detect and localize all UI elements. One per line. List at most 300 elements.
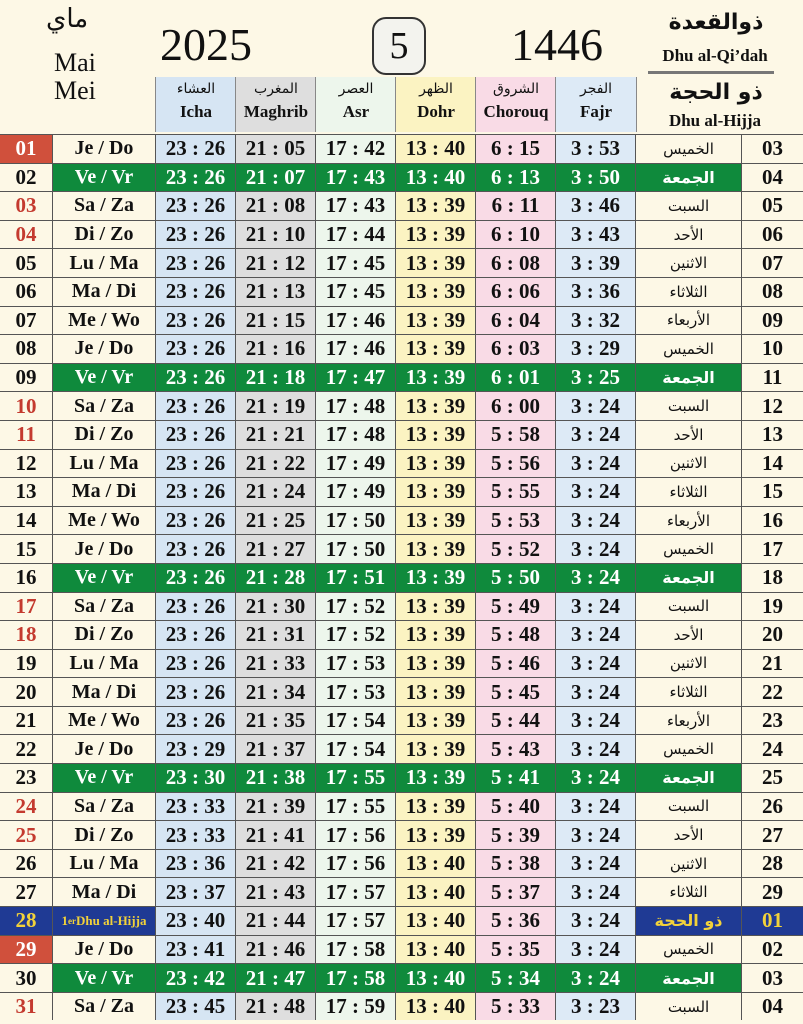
maghrib-time: 21 : 12: [235, 249, 315, 277]
weekday-label: Ve / Vr: [52, 564, 155, 592]
greg-day-number: 02: [15, 164, 37, 189]
table-row: [0, 306, 803, 335]
dohr-time: 13 : 39: [395, 192, 475, 220]
dohr-time: 13 : 39: [395, 364, 475, 392]
maghrib-time: 21 : 05: [235, 135, 315, 163]
fajr-time: 3 : 24: [555, 450, 635, 478]
table-row: [0, 849, 803, 878]
icha-time: 23 : 26: [155, 249, 235, 277]
weekday-arabic: السبت: [635, 593, 741, 621]
table-row: [0, 191, 803, 220]
fajr-time: 3 : 24: [555, 707, 635, 735]
greg-year: 2025: [160, 19, 252, 70]
greg-day-number: 12: [15, 450, 37, 475]
maghrib-time: 21 : 37: [235, 735, 315, 763]
icha-time: 23 : 26: [155, 593, 235, 621]
weekday-label: Lu / Ma: [52, 650, 155, 678]
fajr-time: 3 : 24: [555, 793, 635, 821]
col-head-en: Asr: [342, 102, 370, 121]
maghrib-time: 21 : 43: [235, 878, 315, 906]
fajr-time: 3 : 50: [555, 164, 635, 192]
col-head-en: Dohr: [417, 102, 455, 121]
asr-time: 17 : 58: [315, 964, 395, 992]
greg-day-number: 11: [16, 422, 36, 447]
greg-day-number: 21: [15, 708, 37, 733]
weekday-arabic: الخميس: [635, 135, 741, 163]
hijri-day-number: 27: [741, 821, 803, 849]
greg-month-arabic: ماي: [46, 4, 89, 34]
weekday-arabic: الأربعاء: [635, 707, 741, 735]
fajr-time: 3 : 43: [555, 221, 635, 249]
greg-day-number: 25: [15, 822, 37, 847]
weekday-label: [52, 907, 155, 935]
dohr-time: 13 : 39: [395, 678, 475, 706]
weekday-label: Di / Zo: [52, 221, 155, 249]
greg-day-number: 10: [15, 393, 37, 418]
asr-time: 17 : 50: [315, 507, 395, 535]
maghrib-time: 21 : 41: [235, 821, 315, 849]
weekday-label: Je / Do: [52, 535, 155, 563]
month-number-badge: 5: [372, 17, 426, 75]
asr-time: 17 : 50: [315, 535, 395, 563]
weekday-arabic: الأحد: [635, 821, 741, 849]
hijri-day-number: 28: [741, 850, 803, 878]
hijri-day-number: 06: [741, 221, 803, 249]
col-head-ar: العشاء: [176, 81, 216, 97]
col-head-dohr: [395, 77, 476, 132]
table-row: [0, 534, 803, 563]
hijri-month1-arabic: ذوالقعدة: [668, 10, 764, 35]
weekday-label: Je / Do: [52, 936, 155, 964]
weekday-arabic: الاثنين: [635, 249, 741, 277]
weekday-label: Ma / Di: [52, 278, 155, 306]
asr-time: 17 : 57: [315, 907, 395, 935]
fajr-time: 3 : 24: [555, 564, 635, 592]
asr-time: 17 : 54: [315, 735, 395, 763]
chorouq-time: 5 : 39: [475, 821, 555, 849]
weekday-label: Je / Do: [52, 135, 155, 163]
hijri-day-number: 22: [741, 678, 803, 706]
weekday-label: Me / Wo: [52, 707, 155, 735]
chorouq-time: 5 : 56: [475, 450, 555, 478]
table-row: [0, 906, 803, 935]
table-row: [0, 163, 803, 192]
table-row: [0, 334, 803, 363]
col-head-ar: الفجر: [580, 81, 612, 97]
fajr-time: 3 : 24: [555, 392, 635, 420]
hijri-year: 1446: [511, 19, 603, 70]
dohr-time: 13 : 39: [395, 307, 475, 335]
greg-day-number: 05: [15, 250, 37, 275]
fajr-time: 3 : 29: [555, 335, 635, 363]
weekday-arabic: الخميس: [635, 535, 741, 563]
table-row: [0, 649, 803, 678]
chorouq-time: 6 : 00: [475, 392, 555, 420]
asr-time: 17 : 49: [315, 450, 395, 478]
maghrib-time: 21 : 28: [235, 564, 315, 592]
hijri-day-number: 24: [741, 735, 803, 763]
hijri-day-number: 12: [741, 392, 803, 420]
chorouq-time: 6 : 06: [475, 278, 555, 306]
hijri-day-number: 07: [741, 249, 803, 277]
col-head-ar: الظهر: [419, 81, 453, 97]
icha-time: 23 : 26: [155, 621, 235, 649]
weekday-label: Lu / Ma: [52, 850, 155, 878]
weekday-label: Lu / Ma: [52, 450, 155, 478]
fajr-time: 3 : 39: [555, 249, 635, 277]
hijja-start-number: 1: [61, 912, 69, 928]
icha-time: 23 : 40: [155, 907, 235, 935]
chorouq-time: 5 : 36: [475, 907, 555, 935]
hijri-day-number: 04: [741, 993, 803, 1021]
col-head-en: Chorouq: [483, 102, 549, 121]
greg-day-number: 09: [15, 365, 37, 390]
icha-time: 23 : 26: [155, 678, 235, 706]
greg-day-number: 20: [15, 679, 37, 704]
dohr-time: 13 : 39: [395, 821, 475, 849]
icha-time: 23 : 45: [155, 993, 235, 1021]
weekday-label: Sa / Za: [52, 192, 155, 220]
dohr-time: 13 : 40: [395, 993, 475, 1021]
weekday-arabic: الأربعاء: [635, 507, 741, 535]
greg-day-number: 23: [15, 765, 37, 790]
fajr-time: 3 : 24: [555, 764, 635, 792]
weekday-label: Di / Zo: [52, 821, 155, 849]
col-head-en: Icha: [179, 102, 213, 121]
fajr-time: 3 : 24: [555, 678, 635, 706]
weekday-arabic: الاثنين: [635, 450, 741, 478]
icha-time: 23 : 26: [155, 164, 235, 192]
asr-time: 17 : 57: [315, 878, 395, 906]
maghrib-time: 21 : 34: [235, 678, 315, 706]
table-row: [0, 935, 803, 964]
greg-day-number: 07: [15, 307, 37, 332]
icha-time: 23 : 26: [155, 335, 235, 363]
table-row: [0, 506, 803, 535]
fajr-time: 3 : 36: [555, 278, 635, 306]
weekday-arabic: الجمعة: [635, 564, 741, 592]
greg-day-number: 16: [15, 565, 37, 590]
table-row: [0, 792, 803, 821]
icha-time: 23 : 36: [155, 850, 235, 878]
table-row: [0, 963, 803, 992]
chorouq-time: 5 : 55: [475, 478, 555, 506]
maghrib-time: 21 : 19: [235, 392, 315, 420]
chorouq-time: 5 : 44: [475, 707, 555, 735]
table-row: [0, 391, 803, 420]
hijri-day-number: 08: [741, 278, 803, 306]
weekday-arabic: الجمعة: [635, 964, 741, 992]
greg-day-number: 30: [15, 965, 37, 990]
dohr-time: 13 : 40: [395, 164, 475, 192]
hijri-day-number: 14: [741, 450, 803, 478]
maghrib-time: 21 : 42: [235, 850, 315, 878]
table-row: [0, 706, 803, 735]
maghrib-time: 21 : 18: [235, 364, 315, 392]
asr-time: 17 : 45: [315, 249, 395, 277]
dohr-time: 13 : 40: [395, 135, 475, 163]
icha-time: 23 : 26: [155, 478, 235, 506]
dohr-time: 13 : 39: [395, 535, 475, 563]
hijri-day-number: 03: [741, 135, 803, 163]
asr-time: 17 : 49: [315, 478, 395, 506]
weekday-arabic: الخميس: [635, 335, 741, 363]
table-row: [0, 363, 803, 392]
greg-day-number: 03: [15, 193, 37, 218]
icha-time: 23 : 26: [155, 650, 235, 678]
asr-time: 17 : 52: [315, 621, 395, 649]
chorouq-time: 5 : 37: [475, 878, 555, 906]
hijri-day-number: 13: [741, 421, 803, 449]
maghrib-time: 21 : 15: [235, 307, 315, 335]
table-row: [0, 620, 803, 649]
maghrib-time: 21 : 22: [235, 450, 315, 478]
hijri-day-number: 26: [741, 793, 803, 821]
table-row: [0, 677, 803, 706]
dohr-time: 13 : 40: [395, 850, 475, 878]
icha-time: 23 : 26: [155, 564, 235, 592]
dohr-time: 13 : 39: [395, 278, 475, 306]
dohr-time: 13 : 39: [395, 249, 475, 277]
icha-time: 23 : 41: [155, 936, 235, 964]
asr-time: 17 : 47: [315, 364, 395, 392]
icha-time: 23 : 26: [155, 192, 235, 220]
weekday-label: Ve / Vr: [52, 964, 155, 992]
table-row: [0, 248, 803, 277]
chorouq-time: 5 : 34: [475, 964, 555, 992]
asr-time: 17 : 46: [315, 307, 395, 335]
col-head-ar: الشروق: [493, 81, 539, 97]
dohr-time: 13 : 39: [395, 450, 475, 478]
chorouq-time: 6 : 10: [475, 221, 555, 249]
chorouq-time: 6 : 08: [475, 249, 555, 277]
fajr-time: 3 : 24: [555, 535, 635, 563]
chorouq-time: 5 : 48: [475, 621, 555, 649]
fajr-time: 3 : 24: [555, 850, 635, 878]
maghrib-time: 21 : 47: [235, 964, 315, 992]
maghrib-time: 21 : 10: [235, 221, 315, 249]
col-head-asr: [315, 77, 396, 132]
asr-time: 17 : 56: [315, 850, 395, 878]
hijri-day-number: 11: [741, 364, 803, 392]
hijri-day-number: 21: [741, 650, 803, 678]
maghrib-time: 21 : 46: [235, 936, 315, 964]
weekday-arabic: الاثنين: [635, 850, 741, 878]
weekday-arabic: الأحد: [635, 621, 741, 649]
asr-time: 17 : 53: [315, 678, 395, 706]
maghrib-time: 21 : 31: [235, 621, 315, 649]
icha-time: 23 : 26: [155, 392, 235, 420]
asr-time: 17 : 55: [315, 764, 395, 792]
maghrib-time: 21 : 13: [235, 278, 315, 306]
fajr-time: 3 : 24: [555, 650, 635, 678]
weekday-label: Sa / Za: [52, 793, 155, 821]
fajr-time: 3 : 53: [555, 135, 635, 163]
weekday-arabic: ذو الحجة: [635, 907, 741, 935]
weekday-arabic: السبت: [635, 392, 741, 420]
asr-time: 17 : 59: [315, 993, 395, 1021]
icha-time: 23 : 26: [155, 450, 235, 478]
col-head-ar: العصر: [338, 81, 374, 97]
maghrib-time: 21 : 27: [235, 535, 315, 563]
col-head-chorouq: [475, 77, 556, 132]
icha-time: 23 : 26: [155, 278, 235, 306]
weekday-label: Ve / Vr: [52, 164, 155, 192]
hijri-day-number: 29: [741, 878, 803, 906]
fajr-time: 3 : 23: [555, 993, 635, 1021]
table-row: [0, 820, 803, 849]
fajr-time: 3 : 24: [555, 964, 635, 992]
table-row: [0, 563, 803, 592]
greg-day-number: 29: [0, 936, 52, 964]
weekday-arabic: الخميس: [635, 735, 741, 763]
weekday-label: Sa / Za: [52, 392, 155, 420]
col-head-en: Fajr: [579, 102, 613, 121]
weekday-label: Ma / Di: [52, 878, 155, 906]
asr-time: 17 : 51: [315, 564, 395, 592]
col-head-en: Maghrib: [243, 102, 309, 121]
icha-time: 23 : 33: [155, 821, 235, 849]
weekday-arabic: الثلاثاء: [635, 678, 741, 706]
maghrib-time: 21 : 39: [235, 793, 315, 821]
weekday-label: Sa / Za: [52, 993, 155, 1021]
weekday-label: Je / Do: [52, 335, 155, 363]
table-row: [0, 877, 803, 906]
asr-time: 17 : 58: [315, 936, 395, 964]
hijri-day-number: 03: [741, 964, 803, 992]
dohr-time: 13 : 39: [395, 392, 475, 420]
hijri-day-number: 15: [741, 478, 803, 506]
chorouq-time: 5 : 53: [475, 507, 555, 535]
table-row: [0, 420, 803, 449]
chorouq-time: 5 : 58: [475, 421, 555, 449]
icha-time: 23 : 26: [155, 364, 235, 392]
weekday-label: Sa / Za: [52, 593, 155, 621]
dohr-time: 13 : 40: [395, 964, 475, 992]
maghrib-time: 21 : 35: [235, 707, 315, 735]
greg-day-number: 04: [15, 222, 37, 247]
icha-time: 23 : 26: [155, 221, 235, 249]
prayer-times-table: [0, 134, 803, 1020]
hijri-day-number: 10: [741, 335, 803, 363]
maghrib-time: 21 : 16: [235, 335, 315, 363]
weekday-label: Lu / Ma: [52, 249, 155, 277]
maghrib-time: 21 : 08: [235, 192, 315, 220]
greg-day-number: 28: [0, 907, 52, 935]
fajr-time: 3 : 24: [555, 621, 635, 649]
chorouq-time: 5 : 33: [475, 993, 555, 1021]
fajr-time: 3 : 24: [555, 821, 635, 849]
fajr-time: 3 : 24: [555, 878, 635, 906]
asr-time: 17 : 45: [315, 278, 395, 306]
maghrib-time: 21 : 44: [235, 907, 315, 935]
asr-time: 17 : 42: [315, 135, 395, 163]
icha-time: 23 : 26: [155, 535, 235, 563]
weekday-arabic: الثلاثاء: [635, 878, 741, 906]
weekday-label: Ma / Di: [52, 678, 155, 706]
icha-time: 23 : 33: [155, 793, 235, 821]
greg-day-number: 26: [15, 851, 37, 876]
dohr-time: 13 : 39: [395, 335, 475, 363]
hijja-start-suffix: er: [68, 915, 77, 926]
table-row: [0, 992, 803, 1021]
hijri-day-number: 20: [741, 621, 803, 649]
weekday-arabic: السبت: [635, 793, 741, 821]
greg-day-number: 24: [15, 793, 37, 818]
hijri-day-number: 25: [741, 764, 803, 792]
weekday-arabic: الأحد: [635, 421, 741, 449]
icha-time: 23 : 26: [155, 307, 235, 335]
weekday-arabic: الأربعاء: [635, 307, 741, 335]
dohr-time: 13 : 39: [395, 735, 475, 763]
col-head-ar: المغرب: [254, 81, 298, 97]
weekday-arabic: الجمعة: [635, 164, 741, 192]
col-head-fajr: [555, 77, 637, 132]
icha-time: 23 : 26: [155, 135, 235, 163]
hijri-day-number: 16: [741, 507, 803, 535]
dohr-time: 13 : 39: [395, 650, 475, 678]
col-head-maghrib: [235, 77, 316, 132]
asr-time: 17 : 54: [315, 707, 395, 735]
hijri-month1-latin: Dhu al-Qi’dah: [662, 46, 768, 65]
dohr-time: 13 : 39: [395, 764, 475, 792]
chorouq-time: 6 : 15: [475, 135, 555, 163]
dohr-time: 13 : 40: [395, 907, 475, 935]
hijri-day-number: 01: [741, 907, 803, 935]
greg-month-dutch: Mei: [54, 76, 96, 105]
icha-time: 23 : 30: [155, 764, 235, 792]
fajr-time: 3 : 24: [555, 593, 635, 621]
hijri-day-number: 09: [741, 307, 803, 335]
fajr-time: 3 : 32: [555, 307, 635, 335]
dohr-time: 13 : 39: [395, 593, 475, 621]
hijri-day-number: 17: [741, 535, 803, 563]
hijja-start-label: Dhu al-Hijja: [76, 912, 147, 928]
hijri-day-number: 02: [741, 936, 803, 964]
dohr-time: 13 : 39: [395, 621, 475, 649]
asr-time: 17 : 48: [315, 392, 395, 420]
table-row: [0, 277, 803, 306]
weekday-arabic: الجمعة: [635, 764, 741, 792]
chorouq-time: 5 : 50: [475, 564, 555, 592]
maghrib-time: 21 : 30: [235, 593, 315, 621]
chorouq-time: 5 : 46: [475, 650, 555, 678]
greg-day-number: 22: [15, 736, 37, 761]
dohr-time: 13 : 39: [395, 221, 475, 249]
maghrib-time: 21 : 33: [235, 650, 315, 678]
greg-day-number: 06: [15, 279, 37, 304]
hijri-day-number: 18: [741, 564, 803, 592]
fajr-time: 3 : 46: [555, 192, 635, 220]
table-row: [0, 734, 803, 763]
fajr-time: 3 : 24: [555, 907, 635, 935]
chorouq-time: 6 : 11: [475, 192, 555, 220]
greg-day-number: 19: [15, 650, 37, 675]
weekday-label: Di / Zo: [52, 621, 155, 649]
chorouq-time: 6 : 01: [475, 364, 555, 392]
dohr-time: 13 : 39: [395, 707, 475, 735]
dohr-time: 13 : 39: [395, 793, 475, 821]
chorouq-time: 5 : 52: [475, 535, 555, 563]
fajr-time: 3 : 24: [555, 478, 635, 506]
weekday-arabic: السبت: [635, 993, 741, 1021]
dohr-time: 13 : 40: [395, 936, 475, 964]
greg-day-number: 13: [15, 479, 37, 504]
weekday-arabic: الثلاثاء: [635, 478, 741, 506]
hijri-month2-arabic: ذو الحجة: [669, 80, 763, 105]
chorouq-time: 5 : 38: [475, 850, 555, 878]
asr-time: 17 : 44: [315, 221, 395, 249]
